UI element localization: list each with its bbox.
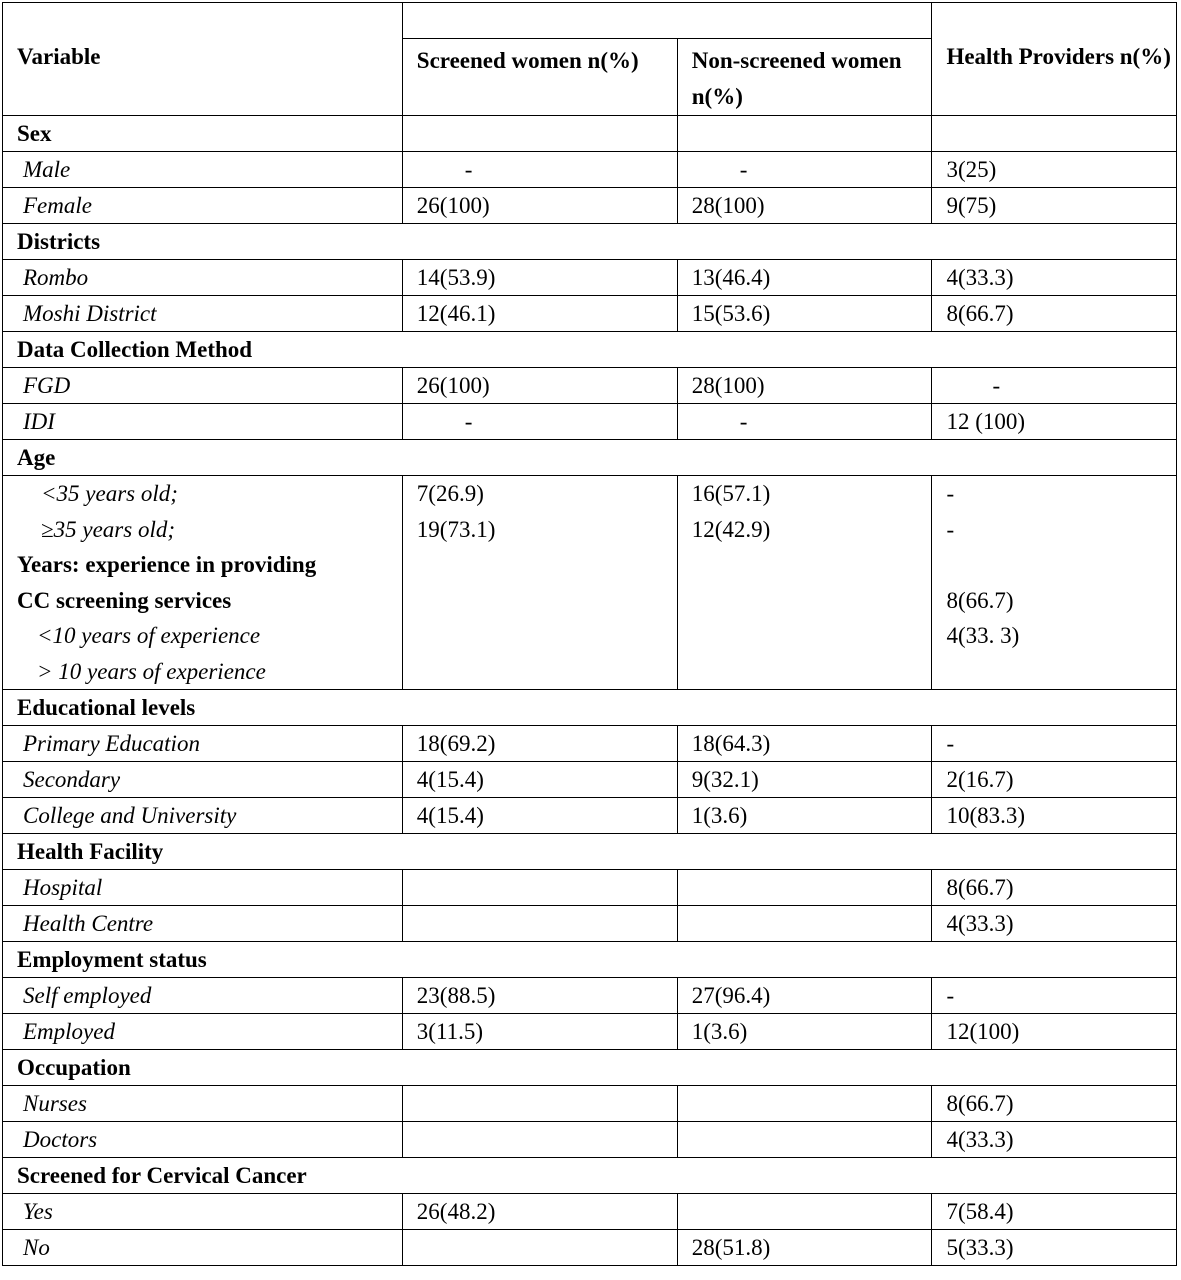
table-row: Nurses 8(66.7) <box>3 1086 1177 1122</box>
table-row: Female 26(100) 28(100) 9(75) <box>3 188 1177 224</box>
demographics-table <box>2 2 1177 1266</box>
table-row: FGD 26(100) 28(100) - <box>3 368 1177 404</box>
table-row: Moshi District 12(46.1) 15(53.6) 8(66.7) <box>3 296 1177 332</box>
header-variable: Variable <box>3 3 403 116</box>
section-data-collection: Data Collection Method <box>3 332 1177 368</box>
table-row: Doctors 4(33.3) <box>3 1122 1177 1158</box>
section-districts: Districts <box>3 224 1177 260</box>
section-screened-cc: Screened for Cervical Cancer <box>3 1158 1177 1194</box>
section-experience: Years: experience in providing <box>17 552 317 577</box>
table-row: No 28(51.8) 5(33.3) <box>3 1230 1177 1266</box>
section-employment: Employment status <box>3 942 1177 978</box>
table-row: Self employed 23(88.5) 27(96.4) - <box>3 978 1177 1014</box>
section-health-facility: Health Facility <box>3 834 1177 870</box>
header-screened-women: Screened women n(%) <box>402 39 677 116</box>
table-row: Primary Education 18(69.2) 18(64.3) - <box>3 726 1177 762</box>
section-occupation: Occupation <box>3 1050 1177 1086</box>
table-row: Health Centre 4(33.3) <box>3 906 1177 942</box>
header-health-providers: Health Providers n(%) <box>932 3 1177 116</box>
header-non-screened-women: Non-screened women n(%) <box>677 39 932 116</box>
header-group-empty <box>402 3 932 39</box>
table-row: Rombo 14(53.9) 13(46.4) 4(33.3) <box>3 260 1177 296</box>
table-row: Hospital 8(66.7) <box>3 870 1177 906</box>
table-row: Employed 3(11.5) 1(3.6) 12(100) <box>3 1014 1177 1050</box>
section-sex: Sex <box>3 116 403 152</box>
table-row: Male - - 3(25) <box>3 152 1177 188</box>
table-row-multi: <35 years old; ≥35 years old; Years: experience in providing CC screening services <10 years of experience > 10 years of experience 7(26.9) 19(73.1) 16(57.1) 12(42.9) - - 8(66.7) 4(33. 3) <box>3 476 1177 690</box>
table-row: Secondary 4(15.4) 9(32.1) 2(16.7) <box>3 762 1177 798</box>
section-education: Educational levels <box>3 690 1177 726</box>
section-age: Age <box>3 440 1177 476</box>
table-row: Yes 26(48.2) 7(58.4) <box>3 1194 1177 1230</box>
table-row: College and University 4(15.4) 1(3.6) 10(83.3) <box>3 798 1177 834</box>
table-row: IDI - - 12 (100) <box>3 404 1177 440</box>
